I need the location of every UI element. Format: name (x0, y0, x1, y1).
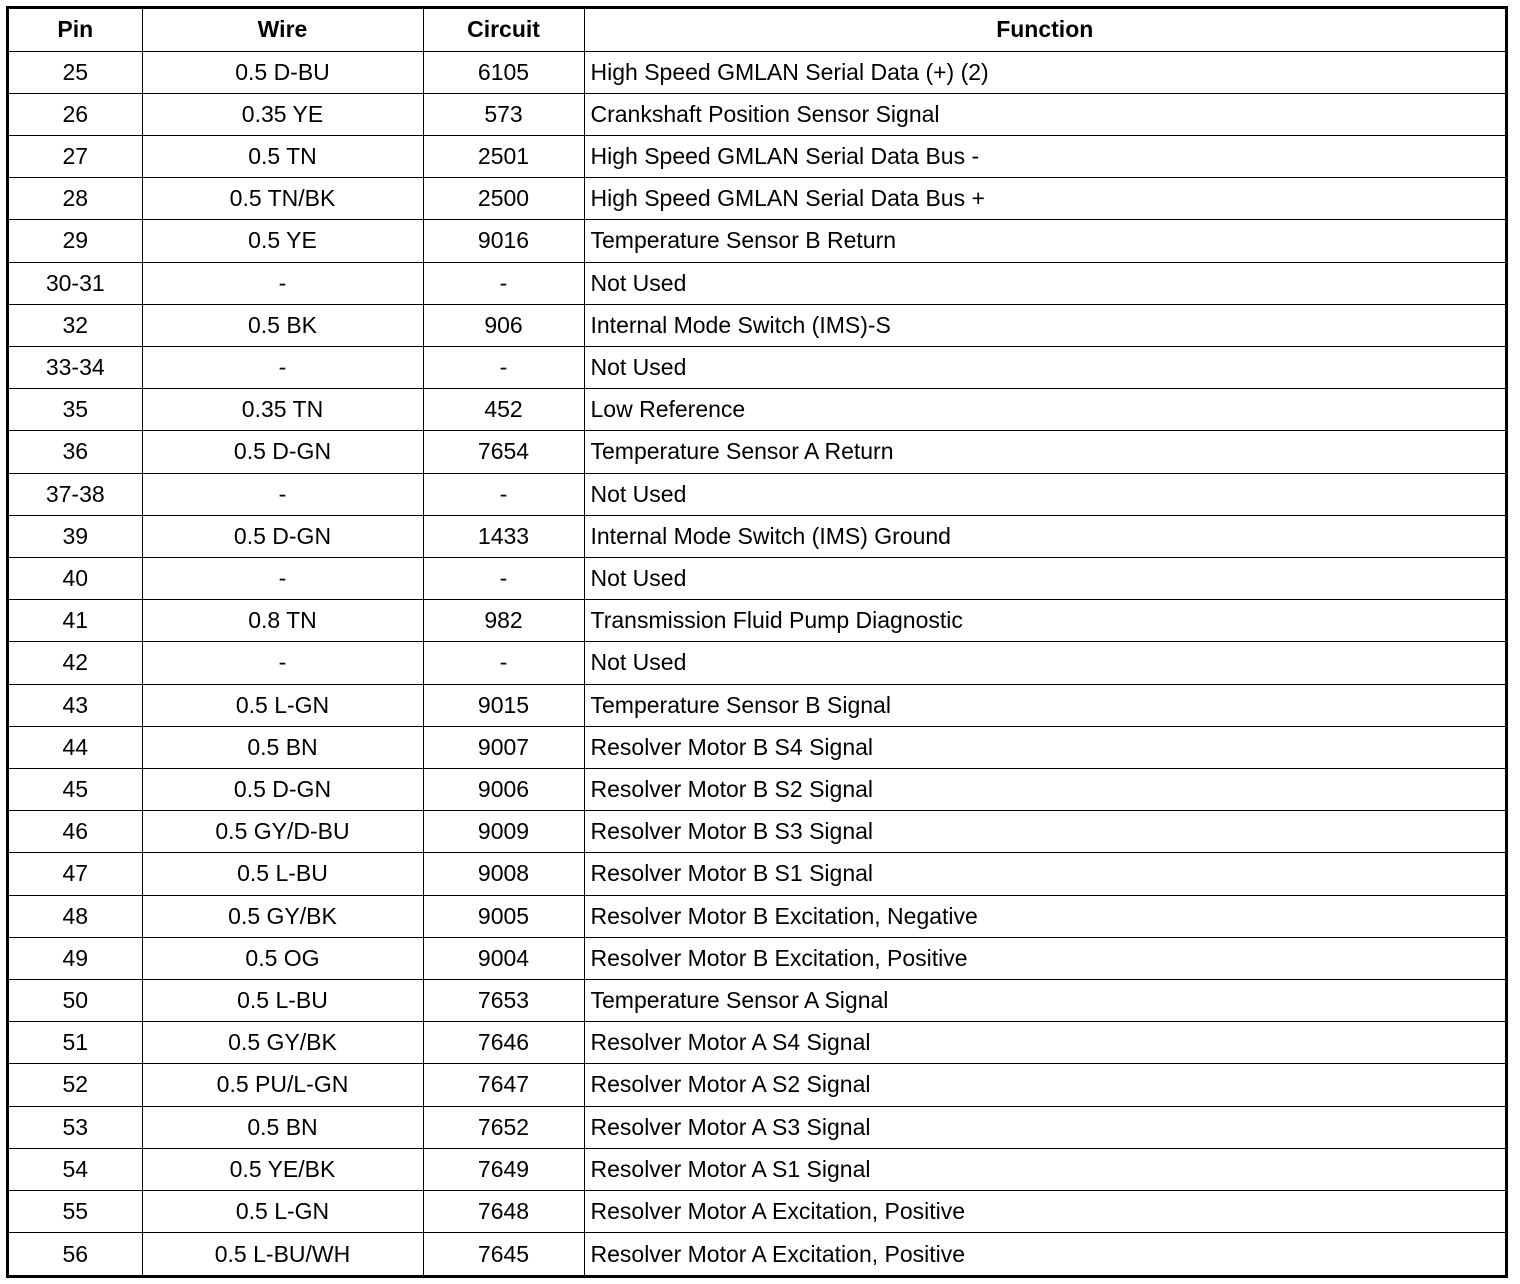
connector-pinout-table (6, 6, 1508, 1278)
table-row (9, 51, 1505, 93)
circuit-cell: 9016 (423, 220, 584, 262)
pin-cell: 33-34 (9, 346, 142, 388)
circuit-cell: 7647 (423, 1064, 584, 1106)
pin-cell: 26 (9, 93, 142, 135)
wire-cell: 0.5 PU/L-GN (142, 1064, 423, 1106)
circuit-cell: - (423, 557, 584, 599)
pin-cell: 28 (9, 178, 142, 220)
function-cell: Resolver Motor A S1 Signal (584, 1148, 1505, 1190)
circuit-cell: - (423, 473, 584, 515)
function-cell: Resolver Motor B Excitation, Positive (584, 937, 1505, 979)
wire-cell: 0.5 GY/BK (142, 895, 423, 937)
wire-cell: 0.5 OG (142, 937, 423, 979)
circuit-cell: 2500 (423, 178, 584, 220)
pin-cell: 43 (9, 684, 142, 726)
table-row (9, 1233, 1505, 1275)
table-row (9, 768, 1505, 810)
table-row (9, 1064, 1505, 1106)
table-row (9, 346, 1505, 388)
wire-cell: 0.5 D-GN (142, 431, 423, 473)
wire-cell: - (142, 642, 423, 684)
circuit-cell: 9015 (423, 684, 584, 726)
table-row (9, 473, 1505, 515)
wire-cell: 0.5 L-GN (142, 1190, 423, 1232)
pin-cell: 52 (9, 1064, 142, 1106)
function-cell: Resolver Motor B S3 Signal (584, 811, 1505, 853)
circuit-cell: 9007 (423, 726, 584, 768)
function-cell: Not Used (584, 262, 1505, 304)
pin-cell: 45 (9, 768, 142, 810)
circuit-cell: 9005 (423, 895, 584, 937)
wire-cell: 0.5 BN (142, 1106, 423, 1148)
circuit-cell: 7652 (423, 1106, 584, 1148)
wire-cell: - (142, 473, 423, 515)
wire-cell: 0.5 L-GN (142, 684, 423, 726)
function-cell: Crankshaft Position Sensor Signal (584, 93, 1505, 135)
table-row (9, 895, 1505, 937)
table-row (9, 557, 1505, 599)
table-row (9, 135, 1505, 177)
circuit-cell: 7646 (423, 1022, 584, 1064)
wire-cell: - (142, 262, 423, 304)
pin-cell: 25 (9, 51, 142, 93)
wire-cell: - (142, 557, 423, 599)
circuit-column-header: Circuit (423, 9, 584, 51)
circuit-cell: - (423, 262, 584, 304)
circuit-cell: 7649 (423, 1148, 584, 1190)
header-row (9, 9, 1505, 51)
table-row (9, 684, 1505, 726)
table-row (9, 178, 1505, 220)
table-row (9, 726, 1505, 768)
function-cell: Temperature Sensor A Signal (584, 979, 1505, 1021)
circuit-cell: 9009 (423, 811, 584, 853)
pin-cell: 44 (9, 726, 142, 768)
table-row (9, 979, 1505, 1021)
pin-cell: 32 (9, 304, 142, 346)
pin-cell: 40 (9, 557, 142, 599)
table-row (9, 1148, 1505, 1190)
wire-cell: 0.35 YE (142, 93, 423, 135)
circuit-cell: 452 (423, 389, 584, 431)
function-cell: Resolver Motor B S2 Signal (584, 768, 1505, 810)
table-row (9, 220, 1505, 262)
circuit-cell: 906 (423, 304, 584, 346)
pin-cell: 35 (9, 389, 142, 431)
circuit-cell: 2501 (423, 135, 584, 177)
circuit-cell: - (423, 346, 584, 388)
function-cell: Not Used (584, 473, 1505, 515)
function-cell: Resolver Motor A S2 Signal (584, 1064, 1505, 1106)
circuit-cell: 7645 (423, 1233, 584, 1275)
wire-cell: 0.35 TN (142, 389, 423, 431)
wire-cell: 0.5 TN (142, 135, 423, 177)
function-cell: Temperature Sensor B Return (584, 220, 1505, 262)
circuit-cell: 9004 (423, 937, 584, 979)
circuit-cell: 982 (423, 600, 584, 642)
function-cell: Resolver Motor B S4 Signal (584, 726, 1505, 768)
pin-cell: 30-31 (9, 262, 142, 304)
wire-cell: 0.5 D-GN (142, 515, 423, 557)
wire-cell: 0.5 BK (142, 304, 423, 346)
circuit-cell: 573 (423, 93, 584, 135)
function-cell: Resolver Motor B Excitation, Negative (584, 895, 1505, 937)
table-row (9, 431, 1505, 473)
function-cell: Resolver Motor A S3 Signal (584, 1106, 1505, 1148)
table-row (9, 811, 1505, 853)
wire-cell: 0.5 BN (142, 726, 423, 768)
circuit-cell: 9008 (423, 853, 584, 895)
wire-cell: 0.5 D-BU (142, 51, 423, 93)
table-row (9, 262, 1505, 304)
table-row (9, 304, 1505, 346)
wire-column-header: Wire (142, 9, 423, 51)
function-cell: Temperature Sensor B Signal (584, 684, 1505, 726)
wire-cell: 0.5 D-GN (142, 768, 423, 810)
function-cell: High Speed GMLAN Serial Data Bus - (584, 135, 1505, 177)
pin-cell: 29 (9, 220, 142, 262)
table-row (9, 642, 1505, 684)
function-cell: Resolver Motor B S1 Signal (584, 853, 1505, 895)
pinout-table (9, 9, 1505, 1275)
pin-cell: 41 (9, 600, 142, 642)
wire-cell: 0.8 TN (142, 600, 423, 642)
pin-column-header: Pin (9, 9, 142, 51)
pin-cell: 55 (9, 1190, 142, 1232)
wire-cell: 0.5 GY/BK (142, 1022, 423, 1064)
wire-cell: 0.5 YE/BK (142, 1148, 423, 1190)
table-row (9, 1022, 1505, 1064)
circuit-cell: 9006 (423, 768, 584, 810)
table-row (9, 389, 1505, 431)
function-cell: Not Used (584, 557, 1505, 599)
pin-cell: 46 (9, 811, 142, 853)
pin-cell: 48 (9, 895, 142, 937)
table-row (9, 1190, 1505, 1232)
pin-cell: 39 (9, 515, 142, 557)
pin-cell: 53 (9, 1106, 142, 1148)
function-cell: Resolver Motor A S4 Signal (584, 1022, 1505, 1064)
circuit-cell: 6105 (423, 51, 584, 93)
function-cell: Not Used (584, 346, 1505, 388)
circuit-cell: 7653 (423, 979, 584, 1021)
pin-cell: 27 (9, 135, 142, 177)
circuit-cell: 1433 (423, 515, 584, 557)
table-row (9, 1106, 1505, 1148)
function-cell: High Speed GMLAN Serial Data (+) (2) (584, 51, 1505, 93)
table-row (9, 93, 1505, 135)
pin-cell: 50 (9, 979, 142, 1021)
pin-cell: 56 (9, 1233, 142, 1275)
pin-cell: 54 (9, 1148, 142, 1190)
wire-cell: - (142, 346, 423, 388)
table-row (9, 600, 1505, 642)
circuit-cell: 7654 (423, 431, 584, 473)
wire-cell: 0.5 L-BU (142, 853, 423, 895)
table-row (9, 853, 1505, 895)
wire-cell: 0.5 GY/D-BU (142, 811, 423, 853)
function-cell: Low Reference (584, 389, 1505, 431)
pin-cell: 42 (9, 642, 142, 684)
wire-cell: 0.5 L-BU (142, 979, 423, 1021)
pin-cell: 51 (9, 1022, 142, 1064)
pin-cell: 36 (9, 431, 142, 473)
circuit-cell: 7648 (423, 1190, 584, 1232)
function-cell: Resolver Motor A Excitation, Positive (584, 1233, 1505, 1275)
function-cell: High Speed GMLAN Serial Data Bus + (584, 178, 1505, 220)
function-cell: Temperature Sensor A Return (584, 431, 1505, 473)
function-cell: Resolver Motor A Excitation, Positive (584, 1190, 1505, 1232)
wire-cell: 0.5 TN/BK (142, 178, 423, 220)
pin-cell: 49 (9, 937, 142, 979)
function-cell: Internal Mode Switch (IMS) Ground (584, 515, 1505, 557)
table-row (9, 515, 1505, 557)
function-cell: Internal Mode Switch (IMS)-S (584, 304, 1505, 346)
pin-cell: 47 (9, 853, 142, 895)
function-cell: Not Used (584, 642, 1505, 684)
circuit-cell: - (423, 642, 584, 684)
wire-cell: 0.5 YE (142, 220, 423, 262)
pin-cell: 37-38 (9, 473, 142, 515)
function-column-header: Function (584, 9, 1505, 51)
wire-cell: 0.5 L-BU/WH (142, 1233, 423, 1275)
table-row (9, 937, 1505, 979)
function-cell: Transmission Fluid Pump Diagnostic (584, 600, 1505, 642)
